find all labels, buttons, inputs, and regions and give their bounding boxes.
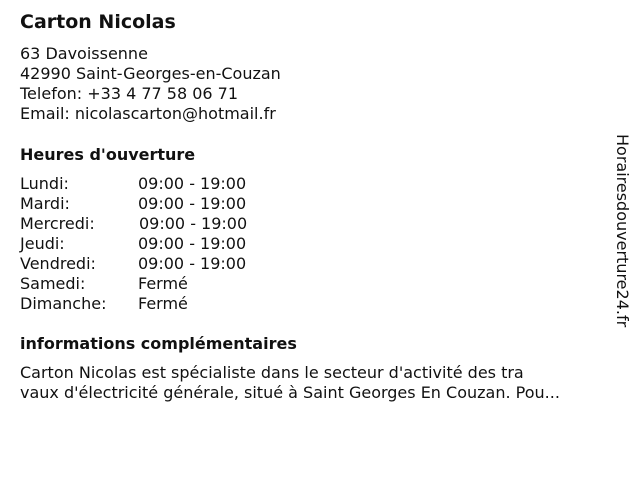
opening-hours-table bbox=[20, 174, 610, 314]
time-value: 09:00 - 19:00 bbox=[138, 254, 247, 273]
hours-row-thursday bbox=[20, 234, 610, 254]
business-card bbox=[20, 9, 610, 403]
hours-row-tuesday bbox=[20, 194, 610, 214]
hours-row-sunday bbox=[20, 294, 610, 314]
phone-number: Telefon: +33 4 77 58 06 71 bbox=[20, 84, 239, 103]
day-label: Samedi: bbox=[20, 274, 86, 293]
site-watermark bbox=[610, 134, 634, 342]
day-label: Mercredi: bbox=[20, 214, 95, 233]
additional-info-heading: informations complémentaires bbox=[20, 334, 297, 353]
time-value: 09:00 - 19:00 bbox=[139, 214, 248, 233]
opening-hours-heading: Heures d'ouverture bbox=[20, 145, 196, 164]
hours-row-monday bbox=[20, 174, 610, 194]
hours-row-wednesday bbox=[20, 214, 610, 234]
description-line: vaux d'électricité générale, situé à Saint Georges En Couzan. Pou... bbox=[20, 383, 560, 402]
hours-row-saturday bbox=[20, 274, 610, 294]
hours-row-friday bbox=[20, 254, 610, 274]
time-value: Fermé bbox=[138, 294, 188, 313]
time-value: 09:00 - 19:00 bbox=[138, 174, 247, 193]
time-value: 09:00 - 19:00 bbox=[138, 194, 247, 213]
address-street: 63 Davoissenne bbox=[20, 44, 148, 63]
day-label: Vendredi: bbox=[20, 254, 96, 273]
email-address: Email: nicolascarton@hotmail.fr bbox=[20, 104, 276, 123]
address-city: 42990 Saint-Georges-en-Couzan bbox=[20, 64, 281, 83]
day-label: Jeudi: bbox=[20, 234, 65, 253]
time-value: Fermé bbox=[138, 274, 188, 293]
watermark-text: Horairesdouverture24.fr bbox=[613, 134, 632, 328]
business-name: Carton Nicolas bbox=[20, 11, 176, 33]
day-label: Mardi: bbox=[20, 194, 70, 213]
time-value: 09:00 - 19:00 bbox=[138, 234, 247, 253]
day-label: Lundi: bbox=[20, 174, 69, 193]
day-label: Dimanche: bbox=[20, 294, 107, 313]
description-line: Carton Nicolas est spécialiste dans le secteur d'activité des tra bbox=[20, 363, 524, 382]
